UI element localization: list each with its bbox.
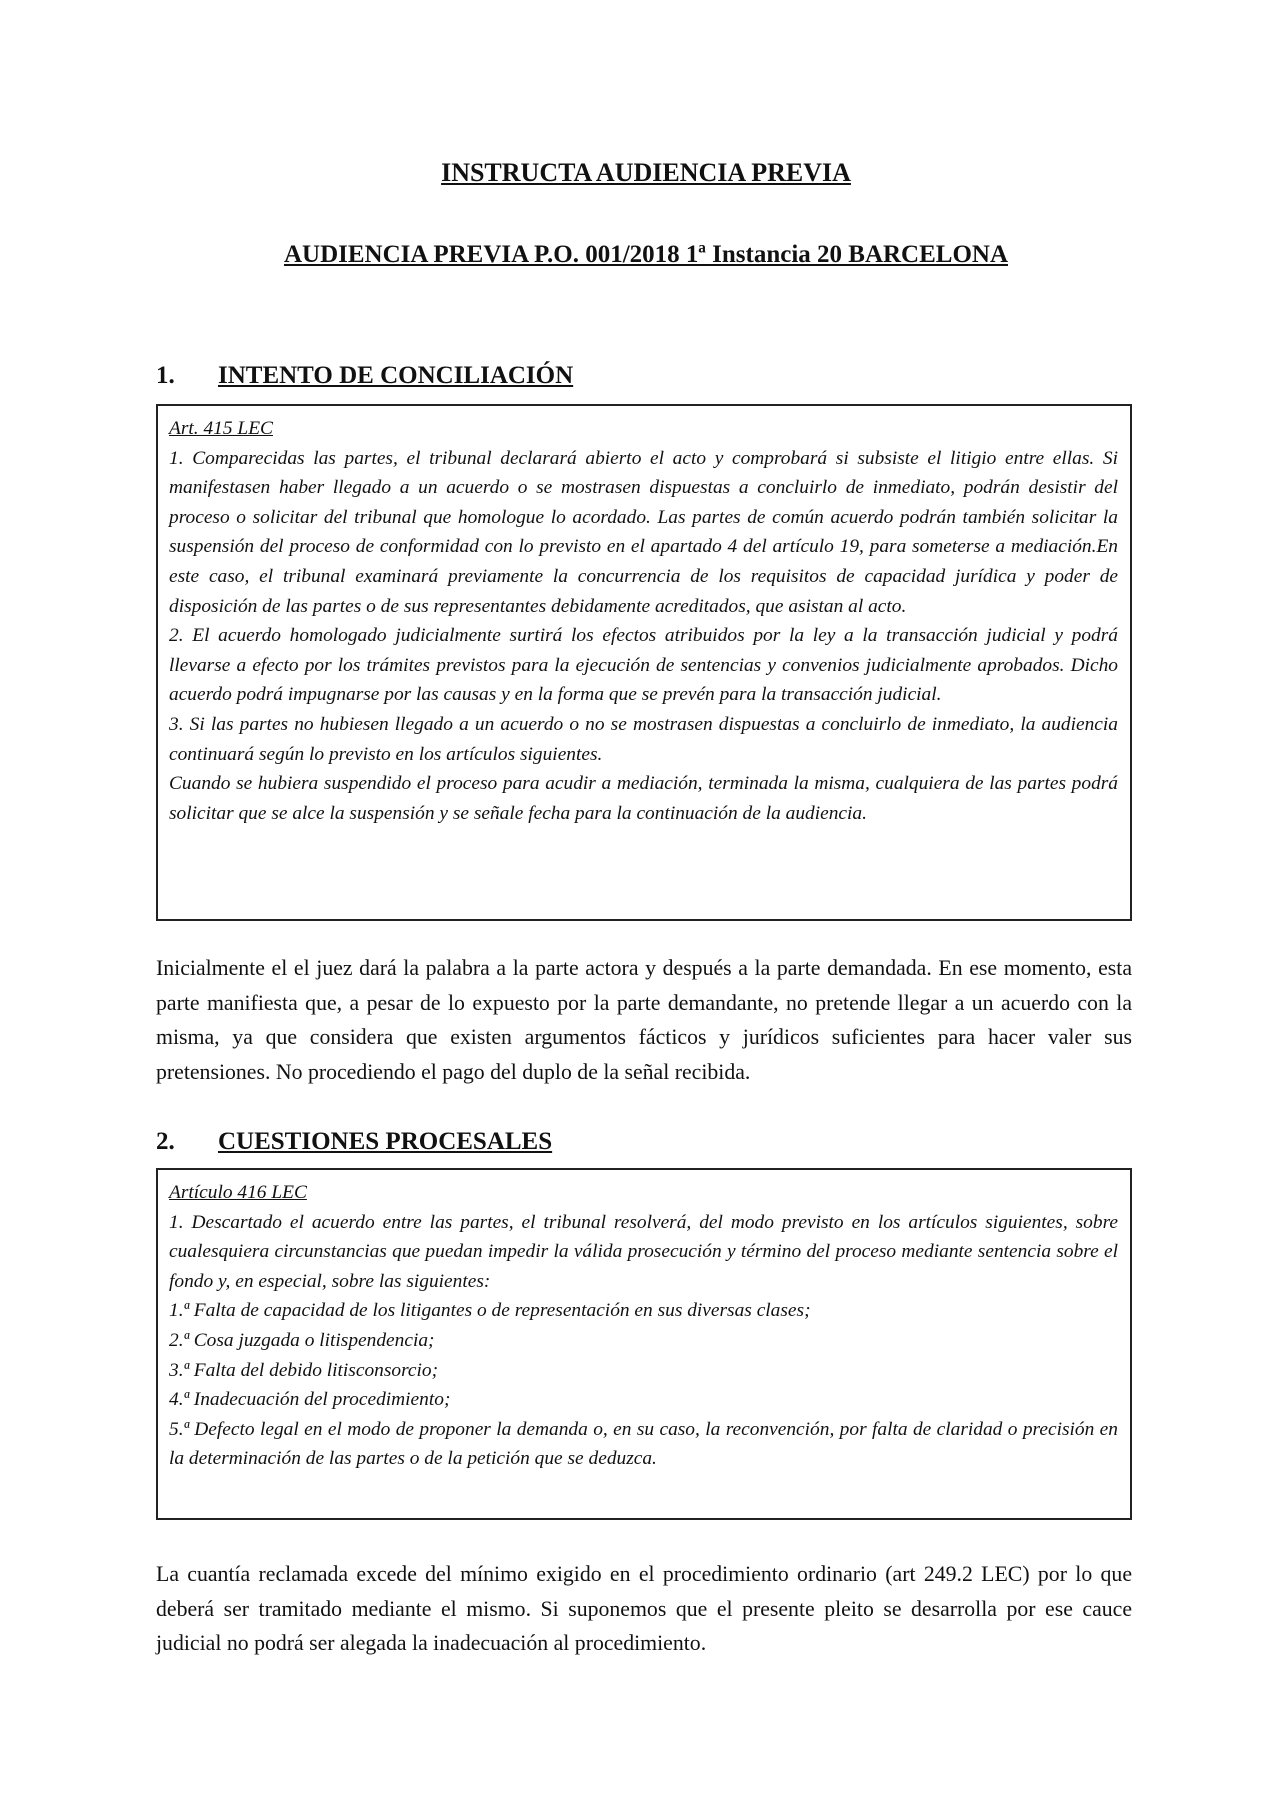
article-416-box [156,1168,1132,1520]
article-reference: Art. 415 LEC [169,418,273,439]
section-heading-cuestiones [156,1128,552,1156]
article-list-item: 5.ª Defecto legal en el modo de proponer la demanda o, en su caso, la reconvención, por falta de claridad o precisión en la determinación de las partes o de la petición que se deduzca. [169,1418,1118,1470]
section-title: INTENTO DE CONCILIACIÓN [218,362,574,389]
article-paragraph: Cuando se hubiera suspendido el proceso para acudir a mediación, terminada la misma, cualquiera de las partes podrá solicitar que se alce la suspensión y se señale fecha para la continuación de la audiencia. [169,773,1118,824]
article-415-box [156,404,1132,921]
article-paragraph: 3. Si las partes no hubiesen llegado a un acuerdo o no se mostrasen dispuestas a concluirlo de inmediato, la audiencia continuará según lo previsto en los artículos siguientes. [169,713,1118,765]
section-heading-conciliacion [156,362,573,390]
section-number: 1. [156,362,175,389]
article-list-item: 2.ª Cosa juzgada o litispendencia; [169,1329,435,1351]
article-list-item: 1.ª Falta de capacidad de los litigantes o de representación en sus diversas clases; [169,1300,811,1322]
document-title: INSTRUCTA AUDIENCIA PREVIA [441,158,851,187]
article-list-item: 4.ª Inadecuación del procedimiento; [169,1389,451,1411]
article-paragraph: 2. El acuerdo homologado judicialmente surtirá los efectos atribuidos por la ley a la transacción judicial y podrá llevarse a efecto por los trámites previstos para la ejecución de sentencias y convenios judicialmente aprobados. Dicho acuerdo podrá impugnarse por las causas y en la forma que se prevén para la transacción judicial. [169,625,1118,706]
section-title: CUESTIONES PROCESALES [218,1128,553,1155]
article-reference: Artículo 416 LEC [169,1182,307,1203]
body-paragraph-conciliacion: Inicialmente el el juez dará la palabra a la parte actora y después a la parte demandada. En ese momento, esta parte manifiesta que, a pesar de lo expuesto por la parte demandante, no pretende llegar a un acuerdo con la misma, ya que considera que existen argumentos fácticos y jurídicos suficientes para hacer valer sus pretensiones. No procediendo el pago del duplo de la señal recibida. [156,956,1132,1084]
article-paragraph: 1. Comparecidas las partes, el tribunal declarará abierto el acto y comprobará si subsiste el litigio entre ellas. Si manifestasen haber llegado a un acuerdo o se mostrasen dispuestas a concluirlo de inmediato, podrán desistir del proceso o solicitar del tribunal que homologue lo acordado. Las partes de común acuerdo podrán también solicitar la suspensión del proceso de conformidad con lo previsto en el apartado 4 del artículo 19, para someterse a mediación.En este caso, el tribunal examinará previamente la concurrencia de los requisitos de capacidad jurídica y poder de disposición de las partes o de sus representantes debidamente acreditados, que asistan al acto. [169,447,1118,617]
body-paragraph-cuestiones: La cuantía reclamada excede del mínimo exigido en el procedimiento ordinario (art 249.2 LEC) por lo que deberá ser tramitado mediante el mismo. Si suponemos que el presente pleito se desarrolla por ese cauce judicial no podrá ser alegada la inadecuación al procedimiento. [156,1562,1132,1656]
section-number: 2. [156,1128,175,1155]
article-paragraph: 1. Descartado el acuerdo entre las partes, el tribunal resolverá, del modo previsto en los artículos siguientes, sobre cualesquiera circunstancias que puedan impedir la válida prosecución y término del proceso mediante sentencia sobre el fondo y, en especial, sobre las siguientes: [169,1211,1118,1292]
document-subtitle: AUDIENCIA PREVIA P.O. 001/2018 1ª Instancia 20 BARCELONA [283,241,1009,268]
article-list-item: 3.ª Falta del debido litisconsorcio; [169,1359,439,1381]
